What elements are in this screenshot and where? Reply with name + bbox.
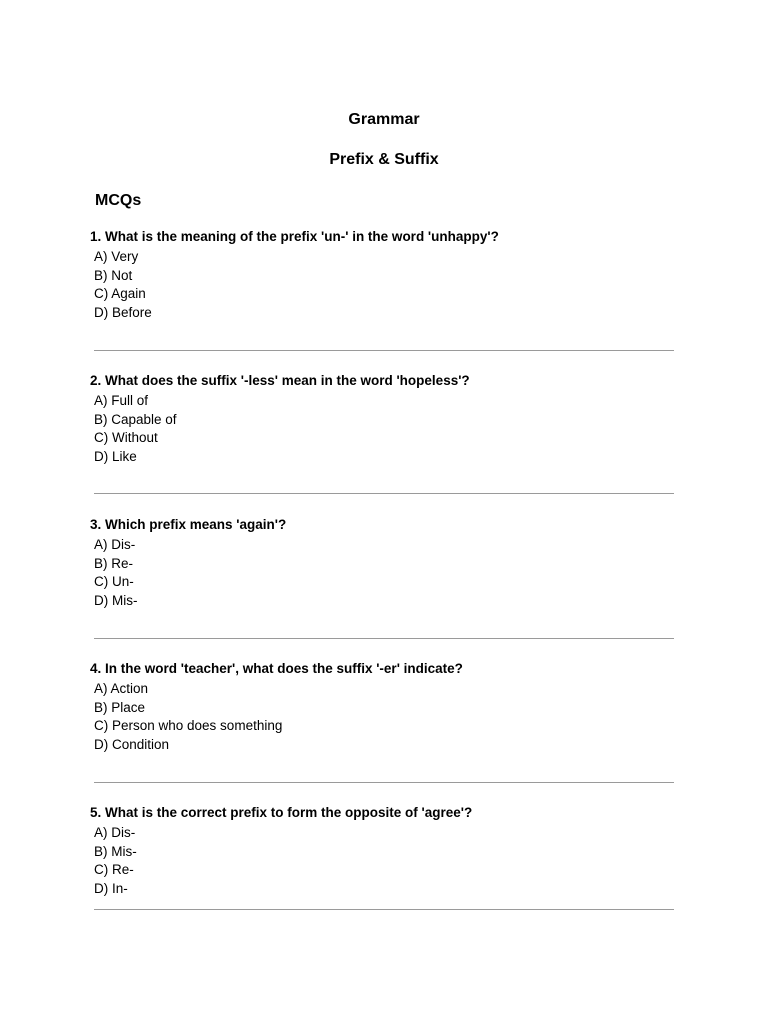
question-text: 3. Which prefix means 'again'? — [90, 517, 287, 532]
answer-options — [94, 248, 152, 323]
option-b: B) Mis- — [94, 843, 137, 859]
option-a: A) Dis- — [94, 537, 136, 552]
question-divider — [94, 638, 674, 639]
option-d: D) Condition — [94, 737, 170, 753]
question-text: 2. What does the suffix '-less' mean in the word 'hopeless'? — [90, 373, 470, 388]
question-divider — [94, 782, 674, 783]
question-text: 5. What is the correct prefix to form the opposite of 'agree'? — [90, 805, 473, 820]
document-title: Grammar — [348, 111, 420, 128]
section-heading-mcqs: MCQs — [95, 192, 142, 209]
question-divider — [94, 909, 674, 910]
question-text: 4. In the word 'teacher', what does the suffix '-er' indicate? — [90, 661, 463, 676]
option-d: D) Before — [94, 305, 152, 321]
option-c: C) Person who does something — [94, 718, 283, 734]
option-d: D) Like — [94, 449, 137, 465]
option-a: A) Full of — [94, 393, 149, 408]
document-subtitle: Prefix & Suffix — [329, 151, 439, 168]
option-d: D) In- — [94, 881, 128, 897]
question-divider — [94, 350, 674, 351]
option-a: A) Action — [94, 681, 149, 696]
answer-options — [94, 392, 177, 467]
question-divider — [94, 493, 674, 494]
option-a: A) Very — [94, 249, 139, 264]
option-b: B) Capable of — [94, 411, 177, 427]
option-b: B) Re- — [94, 555, 134, 571]
option-c: C) Un- — [94, 574, 134, 590]
answer-options — [94, 680, 282, 755]
answer-options — [94, 536, 138, 611]
answer-options — [94, 824, 137, 899]
option-d: D) Mis- — [94, 593, 138, 609]
option-a: A) Dis- — [94, 825, 136, 840]
question-text: 1. What is the meaning of the prefix 'un-' in the word 'unhappy'? — [90, 229, 499, 244]
option-c: C) Re- — [94, 862, 134, 878]
option-c: C) Again — [94, 286, 146, 302]
option-b: B) Place — [94, 699, 146, 715]
option-b: B) Not — [94, 267, 133, 283]
option-c: C) Without — [94, 430, 158, 446]
